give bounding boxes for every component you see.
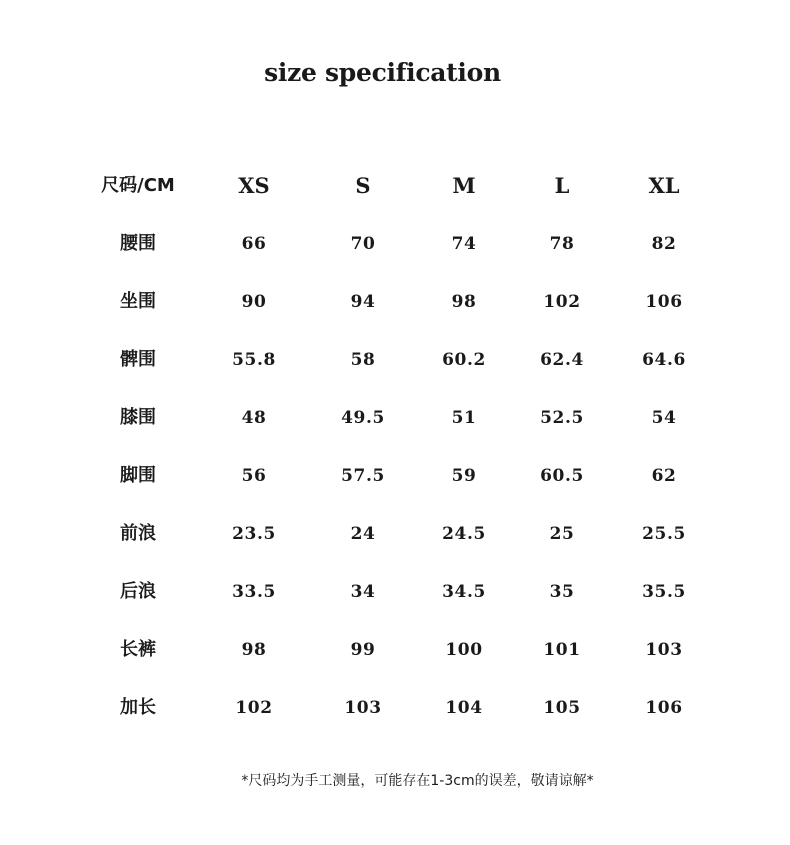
table-cell: 105 — [543, 698, 581, 718]
size-header-m: M — [452, 173, 476, 198]
table-cell: 57.5 — [341, 466, 385, 486]
table-cell: 56 — [241, 466, 267, 486]
measurement-note: *尺码均为手工测量，可能存在1-3cm的误差，敬请谅解* — [241, 773, 594, 789]
table-cell: 33.5 — [232, 582, 276, 602]
table-row — [0, 273, 790, 331]
table-cell: 103 — [645, 640, 683, 660]
size-header-s: S — [355, 173, 371, 198]
table-cell: 101 — [543, 640, 581, 660]
table-row — [0, 621, 790, 679]
table-cell: 70 — [350, 234, 376, 254]
table-cell: 25.5 — [642, 524, 686, 544]
table-cell: 66 — [241, 234, 267, 254]
size-header-xs: XS — [238, 173, 270, 198]
table-cell: 24 — [350, 524, 376, 544]
table-cell: 102 — [543, 292, 581, 312]
table-cell: 35.5 — [642, 582, 686, 602]
table-cell: 62.4 — [540, 350, 584, 370]
table-cell: 23.5 — [232, 524, 276, 544]
table-cell: 60.5 — [540, 466, 584, 486]
table-cell: 48 — [241, 408, 267, 428]
table-cell: 94 — [350, 292, 376, 312]
table-cell: 62 — [651, 466, 677, 486]
table-cell: 52.5 — [540, 408, 584, 428]
row-label: 加长 — [120, 697, 156, 718]
row-label: 腰围 — [120, 233, 156, 254]
table-cell: 100 — [445, 640, 483, 660]
table-header-row — [0, 157, 790, 215]
table-cell: 99 — [350, 640, 376, 660]
page-title: size specification — [264, 58, 501, 87]
table-cell: 51 — [451, 408, 477, 428]
table-row — [0, 679, 790, 737]
table-cell: 54 — [651, 408, 677, 428]
table-cell: 60.2 — [442, 350, 486, 370]
table-row — [0, 447, 790, 505]
row-label: 长裤 — [120, 639, 156, 660]
table-cell: 106 — [645, 292, 683, 312]
table-row — [0, 563, 790, 621]
table-cell: 24.5 — [442, 524, 486, 544]
table-cell: 104 — [445, 698, 483, 718]
table-row — [0, 389, 790, 447]
table-cell: 102 — [235, 698, 273, 718]
table-cell: 34.5 — [442, 582, 486, 602]
row-label: 后浪 — [120, 581, 156, 602]
table-cell: 64.6 — [642, 350, 686, 370]
table-cell: 34 — [350, 582, 376, 602]
table-row — [0, 331, 790, 389]
table-cell: 98 — [241, 640, 267, 660]
table-cell: 78 — [549, 234, 575, 254]
table-cell: 106 — [645, 698, 683, 718]
row-label: 前浪 — [120, 523, 156, 544]
row-label: 髀围 — [120, 349, 156, 370]
table-cell: 25 — [549, 524, 575, 544]
table-cell: 82 — [651, 234, 677, 254]
table-row — [0, 505, 790, 563]
corner-label: 尺码/CM — [101, 175, 175, 196]
table-row — [0, 215, 790, 273]
table-cell: 49.5 — [341, 408, 385, 428]
table-cell: 103 — [344, 698, 382, 718]
table-cell: 90 — [241, 292, 267, 312]
row-label: 坐围 — [120, 291, 156, 312]
size-header-l: L — [554, 173, 570, 198]
table-cell: 98 — [451, 292, 477, 312]
row-label: 膝围 — [120, 407, 156, 428]
table-cell: 55.8 — [232, 350, 276, 370]
size-header-xl: XL — [648, 173, 680, 198]
table-cell: 35 — [549, 582, 575, 602]
table-cell: 74 — [451, 234, 477, 254]
table-cell: 59 — [451, 466, 477, 486]
table-cell: 58 — [350, 350, 376, 370]
row-label: 脚围 — [120, 465, 156, 486]
